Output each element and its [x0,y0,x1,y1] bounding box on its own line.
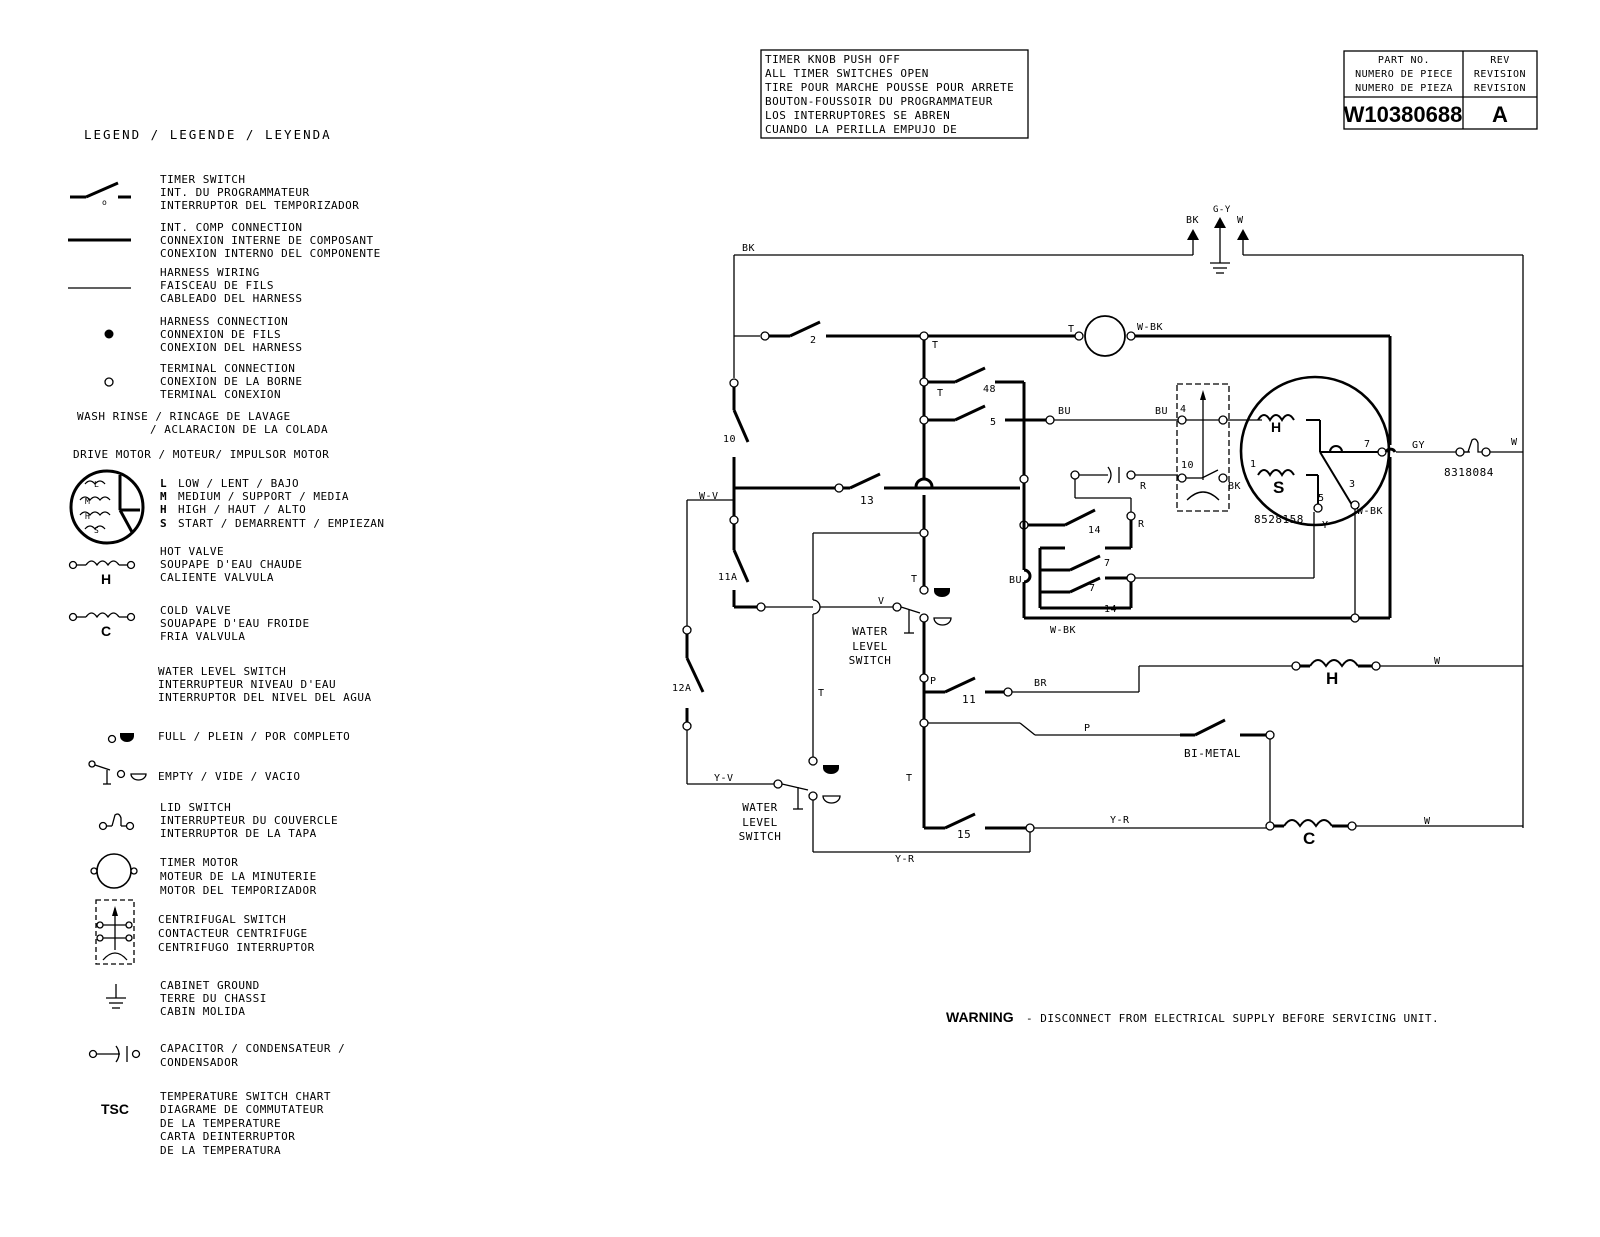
timer-switch-label-fr: INT. DU PROGRAMMATEUR [160,186,310,199]
cold-valve [1266,820,1356,848]
wash-rinse-label: WASH RINSE / RINCAGE DE LAVAGE [77,410,291,423]
svg-text:BU: BU [1058,406,1072,417]
cabinet-ground-icon [106,984,126,1008]
svg-text:Y-R: Y-R [1110,815,1130,826]
svg-text:BK: BK [742,243,756,254]
timer-motor-symbol [91,854,137,888]
hot-valve-label-en: HOT VALVE [160,545,225,558]
empty-label: EMPTY / VIDE / VACIO [158,770,301,783]
svg-text:T: T [911,574,918,585]
tsc-label-3: CARTA DEINTERRUPTOR [160,1130,296,1143]
svg-text:REVISION: REVISION [1473,69,1527,80]
lid-switch-label-en: LID SWITCH [160,801,232,814]
svg-text:REVISION: REVISION [1473,83,1527,94]
empty-symbol [89,761,146,784]
terminal-connection-label-es: TERMINAL CONEXION [160,388,282,401]
svg-text:START / DEMARRENTT / EMPIEZAN: START / DEMARRENTT / EMPIEZAN [178,517,385,530]
tsc-label-2: DE LA TEMPERATURE [160,1117,282,1130]
svg-text:8318084: 8318084 [1444,466,1494,479]
svg-text:T: T [818,688,825,699]
terminal-connection-label-en: TERMINAL CONNECTION [160,362,296,375]
svg-text:BU: BU [1009,575,1023,586]
svg-text:W: W [1424,816,1431,827]
svg-text:R: R [1138,519,1145,530]
water-level-switch-2 [739,765,840,843]
svg-text:LEVEL: LEVEL [852,640,888,653]
hot-valve-label-es: CALIENTE VALVULA [160,571,274,584]
cold-valve-label-fr: SOUAPAPE D'EAU FROIDE [160,617,310,630]
svg-text:3: 3 [1349,479,1356,490]
centrifugal-switch-symbol [96,900,134,964]
svg-text:Y: Y [1322,520,1329,531]
ground-label-en: CABINET GROUND [160,979,260,992]
harness-wiring-label-es: CABLEADO DEL HARNESS [160,292,303,305]
svg-text:H: H [85,512,91,521]
lid-switch-label-fr: INTERRUPTEUR DU COUVERCLE [160,814,339,827]
lid-switch-label-es: INTERRUPTOR DE LA TAPA [160,827,317,840]
hot-valve-label-fr: SOUPAPE D'EAU CHAUDE [160,558,303,571]
svg-text:NUMERO DE PIECE: NUMERO DE PIECE [1355,69,1453,80]
cold-valve-label-en: COLD VALVE [160,604,232,617]
drive-motor-speeds [160,477,385,530]
svg-text:T: T [906,773,913,784]
tsc-symbol: TSC [101,1101,129,1117]
svg-text:TIRE POUR MARCHE POUSSE POUR A: TIRE POUR MARCHE POUSSE POUR ARRETE [765,81,1015,94]
svg-text:T: T [932,340,939,351]
ground-arrow-icon [1214,217,1226,228]
svg-text:L: L [94,480,100,489]
svg-text:W: W [1237,215,1244,226]
terminal-connection-label-fr: CONEXION DE LA BORNE [160,375,303,388]
svg-text:1: 1 [1250,459,1257,470]
warning-bold: WARNING [946,1009,1014,1025]
svg-text:S: S [160,517,168,530]
svg-text:CUANDO LA PERILLA EMPUJO DE: CUANDO LA PERILLA EMPUJO DE [765,123,958,136]
svg-text:10: 10 [1181,460,1195,471]
svg-text:WATER: WATER [852,625,888,638]
bk-arrow-icon [1187,229,1199,240]
timer-motor-label-fr: MOTEUR DE LA MINUTERIE [160,870,317,883]
ground-label-fr: TERRE DU CHASSI [160,992,267,1005]
svg-text:LOW / LENT / BAJO: LOW / LENT / BAJO [178,477,300,490]
schematic [672,205,1523,865]
hot-valve-symbol [70,561,135,587]
legend-title: LEGEND / LEGENDE / LEYENDA [84,127,332,142]
harness-wiring-label-fr: FAISCEAU DE FILS [160,279,274,292]
int-comp-label-en: INT. COMP CONNECTION [160,221,303,234]
svg-text:W-V: W-V [699,491,719,502]
svg-text:REV: REV [1490,55,1510,66]
svg-text:W-BK: W-BK [1050,625,1077,636]
svg-text:W: W [1434,656,1441,667]
svg-text:NUMERO DE PIEZA: NUMERO DE PIEZA [1355,83,1453,94]
tsc-label-1: DIAGRAME DE COMMUTATEUR [160,1103,324,1116]
tsc-label-4: DE LA TEMPERATURA [160,1144,282,1157]
svg-text:11A: 11A [718,572,738,583]
svg-text:C: C [101,623,112,639]
svg-text:SWITCH: SWITCH [848,654,892,667]
svg-text:W: W [1511,437,1518,448]
full-label: FULL / PLEIN / POR COMPLETO [158,730,351,743]
svg-text:o: o [102,198,108,207]
part-number: W10380688 [1343,102,1463,127]
svg-text:Y-R: Y-R [895,854,915,865]
centrifugal-label-fr: CONTACTEUR CENTRIFUGE [158,927,308,940]
svg-text:LOS INTERRUPTORES SE ABREN: LOS INTERRUPTORES SE ABREN [765,109,951,122]
timer-switch-symbol [70,183,131,207]
warning-note [946,1009,1439,1025]
svg-text:Y-V: Y-V [714,773,734,784]
timer-switch-label-es: INTERRUPTOR DEL TEMPORIZADOR [160,199,360,212]
harness-connection-symbol [105,330,114,339]
svg-text:10: 10 [723,434,737,445]
svg-text:H: H [1326,669,1339,688]
svg-text:BR: BR [1034,678,1048,689]
cold-valve-label-es: FRIA VALVULA [160,630,246,643]
svg-text:S: S [94,526,100,535]
drive-motor-symbol [71,471,143,543]
svg-text:HIGH / HAUT / ALTO: HIGH / HAUT / ALTO [178,503,307,516]
hot-valve [1292,660,1380,688]
svg-text:13: 13 [860,494,875,507]
harness-connection-label-en: HARNESS CONNECTION [160,315,289,328]
svg-text:SWITCH: SWITCH [738,830,782,843]
svg-text:C: C [1303,829,1316,848]
drive-motor [1241,377,1389,525]
svg-text:4: 4 [1180,404,1187,415]
drive-motor-label: DRIVE MOTOR / MOTEUR/ IMPULSOR MOTOR [73,448,330,461]
svg-text:7: 7 [1364,439,1371,450]
svg-text:5: 5 [990,417,997,428]
capacitor-label-en: CAPACITOR / CONDENSATEUR / [160,1042,346,1055]
svg-text:12A: 12A [672,683,692,694]
part-number-box [1344,51,1537,129]
cold-valve-symbol [70,613,135,639]
timer-switch-label-en: TIMER SWITCH [160,173,246,186]
svg-text:MEDIUM / SUPPORT / MEDIA: MEDIUM / SUPPORT / MEDIA [178,490,349,503]
centrifugal-label-en: CENTRIFUGAL SWITCH [158,913,287,926]
water-level-label-en: WATER LEVEL SWITCH [158,665,287,678]
svg-text:7: 7 [1089,583,1096,594]
lid-switch-symbol [100,814,134,830]
svg-text:BU: BU [1155,406,1169,417]
timer-motor [1085,316,1125,356]
svg-text:BK: BK [1228,481,1242,492]
svg-text:H: H [101,571,112,587]
timer-motor-label-es: MOTOR DEL TEMPORIZADOR [160,884,317,897]
centrifugal-label-es: CENTRIFUGO INTERRUPTOR [158,941,315,954]
svg-text:W-BK: W-BK [1357,506,1384,517]
svg-text:P: P [1084,723,1091,734]
svg-text:W-BK: W-BK [1137,322,1164,333]
svg-text:BI-METAL: BI-METAL [1184,747,1241,760]
legend [68,127,385,1157]
capacitor-symbol [90,1046,140,1062]
wash-rinse-label-es: / ACLARACION DE LA COLADA [150,423,329,436]
svg-text:V: V [878,596,885,607]
timer-note-box [761,50,1028,138]
svg-text:H: H [1271,419,1282,435]
svg-text:BOUTON-FOUSSOIR DU PROGRAMMATE: BOUTON-FOUSSOIR DU PROGRAMMATEUR [765,95,993,108]
capacitor-label-es: CONDENSADOR [160,1056,239,1069]
int-comp-label-es: CONEXION INTERNO DEL COMPONENTE [160,247,381,260]
svg-text:15: 15 [957,828,972,841]
warning-text: - DISCONNECT FROM ELECTRICAL SUPPLY BEFORE SERVICING UNIT. [1026,1012,1440,1025]
svg-text:14: 14 [1104,604,1118,615]
svg-text:2: 2 [810,335,817,346]
svg-text:M: M [160,490,168,503]
int-comp-label-fr: CONNEXION INTERNE DE COMPOSANT [160,234,374,247]
water-level-label-fr: INTERRUPTEUR NIVEAU D'EAU [158,678,337,691]
svg-text:T: T [937,388,944,399]
centrifugal-switch [1177,384,1241,511]
svg-text:T: T [1068,324,1075,335]
svg-text:8528158: 8528158 [1254,513,1304,526]
w-arrow-icon [1237,229,1249,240]
svg-text:S: S [1273,478,1285,497]
svg-text:11: 11 [962,693,977,706]
timer-motor-label-en: TIMER MOTOR [160,856,239,869]
terminal-connection-symbol [105,378,113,386]
svg-text:P: P [930,676,937,687]
svg-text:BK: BK [1186,215,1200,226]
harness-connection-label-fr: CONNEXION DE FILS [160,328,282,341]
svg-text:LEVEL: LEVEL [742,816,778,829]
full-symbol [109,733,135,743]
svg-text:GY: GY [1412,440,1426,451]
water-level-switch-1 [849,574,951,667]
harness-wiring-label-en: HARNESS WIRING [160,266,260,279]
svg-text:G-Y: G-Y [1213,205,1231,215]
svg-text:ALL TIMER SWITCHES OPEN: ALL TIMER SWITCHES OPEN [765,67,929,80]
revision: A [1492,102,1508,127]
svg-text:PART NO.: PART NO. [1377,55,1431,66]
svg-text:5: 5 [1318,493,1325,504]
tsc-label-0: TEMPERATURE SWITCH CHART [160,1090,331,1103]
svg-text:48: 48 [983,384,997,395]
svg-text:L: L [160,477,168,490]
svg-text:7: 7 [1104,558,1111,569]
svg-text:TIMER KNOB PUSH OFF: TIMER KNOB PUSH OFF [765,53,901,66]
water-level-label-es: INTERRUPTOR DEL NIVEL DEL AGUA [158,691,372,704]
ground-label-es: CABIN MOLIDA [160,1005,246,1018]
harness-connection-label-es: CONEXION DEL HARNESS [160,341,303,354]
svg-text:M: M [85,497,91,506]
svg-text:H: H [160,503,168,516]
svg-text:14: 14 [1088,525,1102,536]
svg-text:WATER: WATER [742,801,778,814]
svg-text:R: R [1140,481,1147,492]
